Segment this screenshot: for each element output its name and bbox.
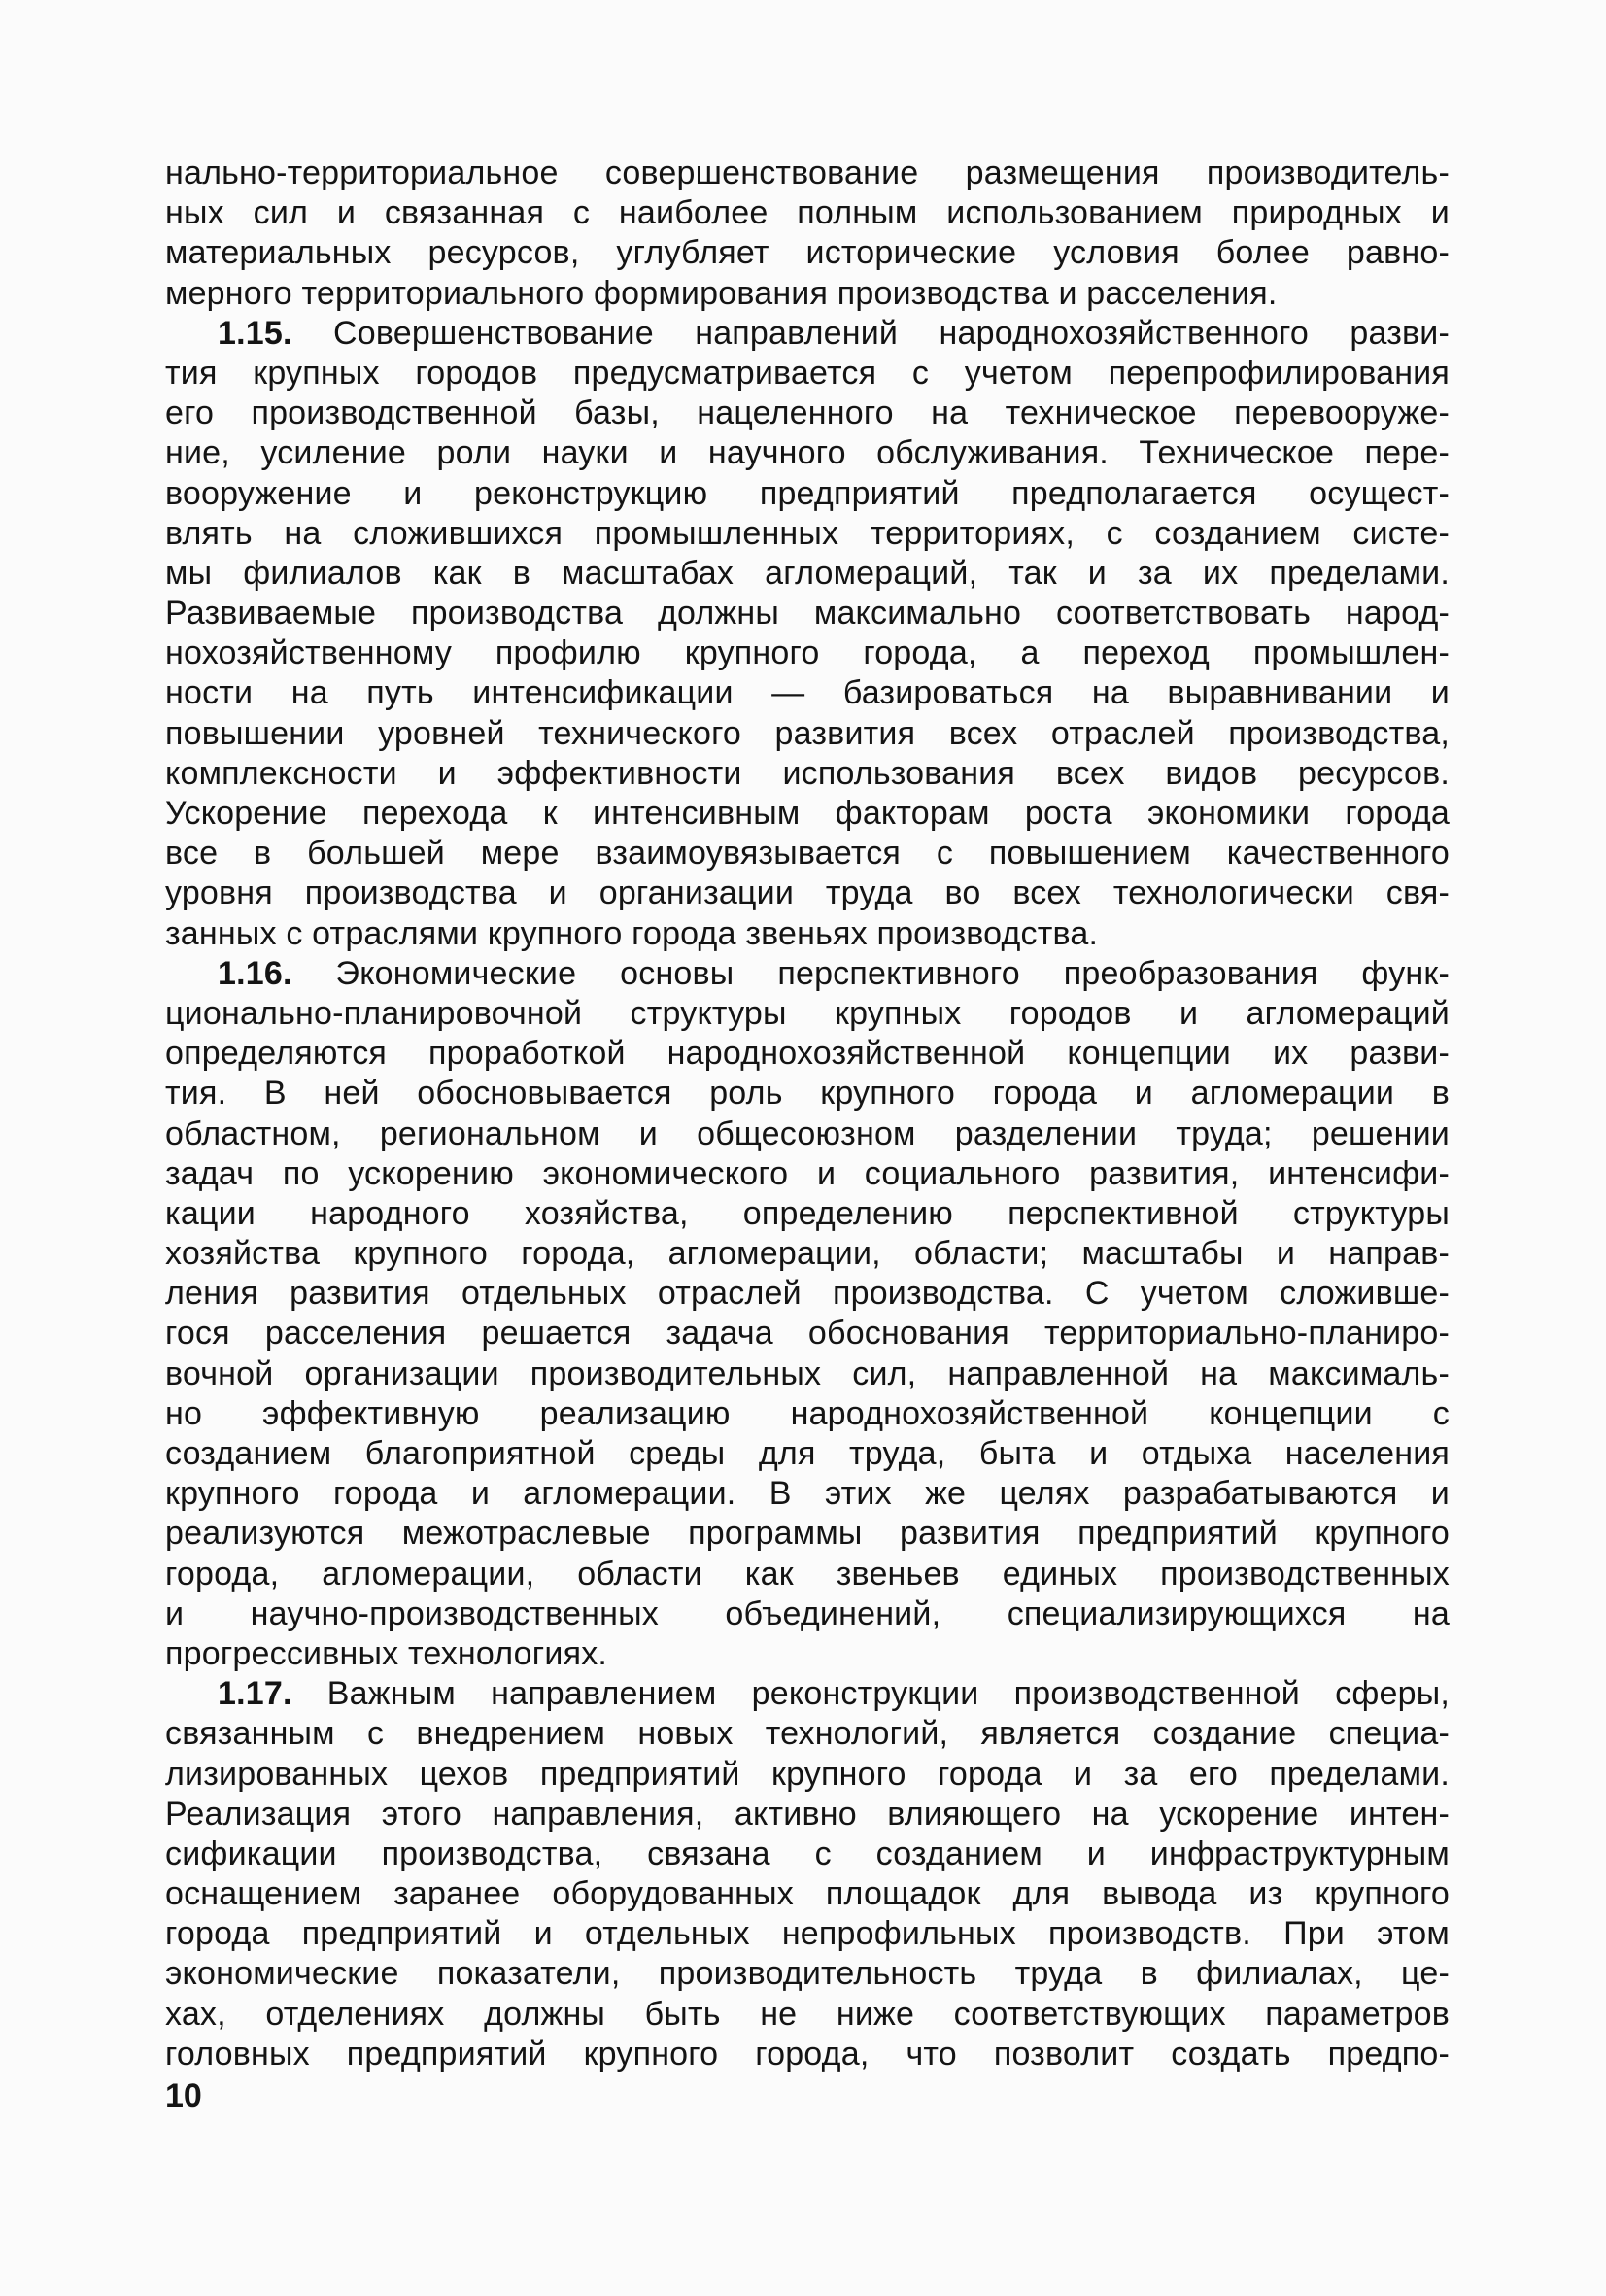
text-line: хах, отделениях должны быть не ниже соответствующих параметров — [165, 1995, 1450, 2033]
text-line: но эффективную реализацию народнохозяйственной концепции с — [165, 1394, 1450, 1432]
body-text — [165, 154, 1450, 2074]
text-line: ние, усиление роли науки и научного обслуживания. Техническое пере- — [165, 434, 1450, 472]
text-line: повышении уровней технического развития всех отраслей производства, — [165, 714, 1450, 752]
text-line: крупного города и агломерации. В этих же целях разрабатываются и — [165, 1475, 1450, 1513]
text-line: Совершенствование направлений народнохозяйственного разви- — [291, 314, 1450, 352]
text-line: Важным направлением реконструкции производственной сферы, — [291, 1675, 1450, 1713]
text-line: мы филиалов как в масштабах агломераций, так и за их пределами. — [165, 554, 1450, 592]
text-line: его производственной базы, нацеленного на техническое перевооруже- — [165, 394, 1450, 432]
text-line: сификации производства, связана с созданием и инфраструктурным — [165, 1834, 1450, 1872]
text-line: нально-территориальное совершенствование размещения производитель- — [165, 154, 1450, 191]
paragraph-start-1-15 — [165, 314, 1450, 354]
page-number: 10 — [165, 2077, 202, 2114]
text-line: тия. В ней обосновывается роль крупного города и агломерации в — [165, 1075, 1450, 1113]
text-line: экономические показатели, производительность труда в филиалах, це- — [165, 1955, 1450, 1993]
text-line: города, агломерации, области как звеньев единых производственных — [165, 1555, 1450, 1593]
text-line: и научно-производственных объединений, специализирующихся на — [165, 1594, 1450, 1632]
text-line: города предприятий и отдельных непрофильных производств. При этом — [165, 1915, 1450, 1953]
text-line: определяются проработкой народнохозяйственной концепции их разви- — [165, 1035, 1450, 1073]
paragraph-number: 1.17. — [218, 1675, 292, 1713]
text-line: мерного территориального формирования производства и расселения. — [165, 274, 1278, 312]
text-line: созданием благоприятной среды для труда, быта и отдыха населения — [165, 1435, 1450, 1472]
text-line: головных предприятий крупного города, что позволит создать предпо- — [165, 2035, 1450, 2073]
paragraph-start-1-17 — [165, 1674, 1450, 1714]
text-line: кации народного хозяйства, определению перспективной структуры — [165, 1194, 1450, 1232]
text-line: ности на путь интенсификации — базироваться на выравнивании и — [165, 674, 1450, 712]
text-line: вочной организации производительных сил, направленной на максималь- — [165, 1354, 1450, 1392]
text-line: все в большей мере взаимоувязывается с повышением качественного — [165, 835, 1450, 873]
text-line: комплексности и эффективности использования всех видов ресурсов. — [165, 754, 1450, 792]
text-line: гося расселения решается задача обоснования территориально-планиро- — [165, 1315, 1450, 1353]
text-line: связанным с внедрением новых технологий, является создание специа- — [165, 1715, 1450, 1753]
text-line: прогрессивных технологиях. — [165, 1634, 608, 1672]
text-line: Реализация этого направления, активно влияющего на ускорение интен- — [165, 1795, 1450, 1833]
text-line: занных с отраслями крупного города звеньях производства. — [165, 914, 1099, 952]
paragraph-number: 1.16. — [218, 954, 292, 992]
text-line: ных сил и связанная с наиболее полным использованием природных и — [165, 194, 1450, 232]
text-line: Экономические основы перспективного преобразования функ- — [291, 954, 1450, 992]
text-line: оснащением заранее оборудованных площадок для вывода из крупного — [165, 1875, 1450, 1913]
text-line: ления развития отдельных отраслей производства. С учетом сложивше- — [165, 1275, 1450, 1313]
text-line: Развиваемые производства должны максимально соответствовать народ- — [165, 595, 1450, 633]
text-line: ционально-планировочной структуры крупных городов и агломераций — [165, 994, 1450, 1032]
text-line: лизированных цехов предприятий крупного города и за его пределами. — [165, 1755, 1450, 1793]
text-line: материальных ресурсов, углубляет исторические условия более равно- — [165, 234, 1450, 272]
paragraph-start-1-16 — [165, 954, 1450, 994]
text-line: нохозяйственному профилю крупного города, а переход промышлен- — [165, 634, 1450, 672]
text-line: влять на сложившихся промышленных территориях, с созданием систе- — [165, 514, 1450, 552]
text-line: хозяйства крупного города, агломерации, области; масштабы и направ- — [165, 1235, 1450, 1273]
text-line: тия крупных городов предусматривается с учетом перепрофилирования — [165, 354, 1450, 392]
paragraph-number: 1.15. — [218, 314, 292, 352]
text-line: Ускорение перехода к интенсивным факторам роста экономики города — [165, 795, 1450, 832]
text-line: областном, региональном и общесоюзном разделении труда; решении — [165, 1114, 1450, 1152]
text-line: уровня производства и организации труда во всех технологически свя- — [165, 874, 1450, 912]
text-line: задач по ускорению экономического и социального развития, интенсифи- — [165, 1154, 1450, 1192]
text-line: реализуются межотраслевые программы развития предприятий крупного — [165, 1515, 1450, 1553]
text-line: вооружение и реконструкцию предприятий предполагается осущест- — [165, 474, 1450, 512]
